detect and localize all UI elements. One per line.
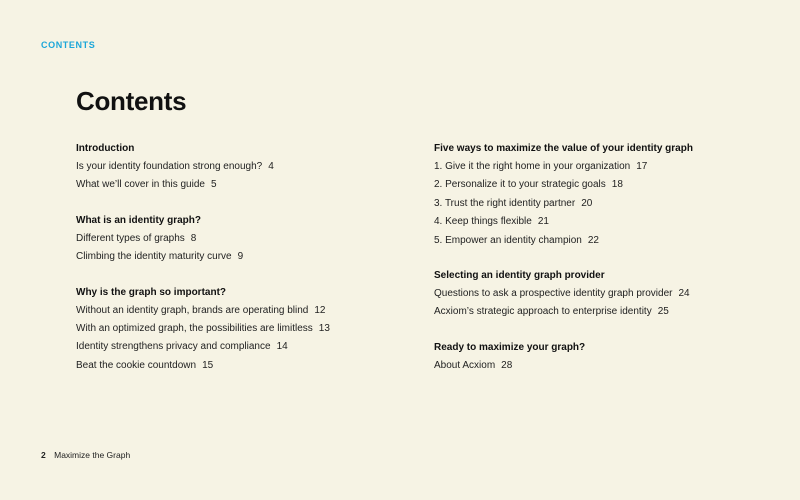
toc-entry-page-number: 17: [636, 161, 648, 172]
toc-entry[interactable]: [434, 303, 693, 321]
toc-entry-page-number: 9: [237, 251, 244, 263]
toc-entry-title: Without an identity graph, brands are operating blind: [76, 304, 309, 316]
toc-entry-title: About Acxiom: [434, 359, 496, 371]
toc-entry-page-number: 28: [501, 359, 513, 371]
toc-entry[interactable]: [434, 357, 693, 375]
toc-left-column: [76, 140, 330, 392]
toc-entry-title: Climbing the identity maturity curve: [76, 251, 232, 263]
toc-entry[interactable]: [434, 158, 693, 176]
toc-entry[interactable]: [434, 213, 693, 231]
toc-entry-title: 5. Empower an identity champion: [434, 234, 582, 246]
toc-entry-title: Identity strengthens privacy and compliance: [76, 341, 271, 353]
toc-section-heading[interactable]: What is an identity graph?: [76, 214, 202, 226]
toc-entry-title: Acxiom’s strategic approach to enterprise identity: [434, 306, 652, 318]
toc-entry-title: 3. Trust the right identity partner: [434, 197, 576, 209]
toc-section: [76, 212, 330, 267]
footer-page-number: 2: [41, 450, 46, 460]
toc-section-heading[interactable]: Introduction: [76, 143, 135, 154]
toc-entry[interactable]: [434, 285, 693, 303]
toc-entry[interactable]: [76, 176, 330, 194]
toc-section-heading[interactable]: Five ways to maximize the value of your identity graph: [434, 143, 693, 154]
page-title: Contents: [76, 86, 187, 116]
section-label: CONTENTS: [41, 40, 96, 50]
toc-entry-page-number: 12: [314, 304, 326, 316]
toc-entry[interactable]: [76, 338, 330, 356]
toc-entry[interactable]: [434, 232, 693, 250]
toc-entry-page-number: 18: [611, 179, 623, 191]
toc-entry-page-number: 22: [587, 234, 599, 246]
toc-entry[interactable]: [434, 176, 693, 194]
toc-entry-page-number: 15: [202, 359, 214, 371]
toc-entry-title: What we’ll cover in this guide: [76, 179, 205, 191]
toc-entry[interactable]: [76, 230, 330, 248]
toc-entry-title: 4. Keep things flexible: [434, 216, 532, 228]
page-footer: [41, 450, 130, 460]
toc-section: [434, 267, 693, 322]
toc-entry-page-number: 14: [276, 341, 288, 353]
toc-section: [434, 140, 693, 250]
toc-entry-title: With an optimized graph, the possibilities are limitless: [76, 323, 313, 335]
toc-section-heading[interactable]: Why is the graph so important?: [76, 286, 227, 298]
toc-entry-title: Questions to ask a prospective identity graph provider: [434, 288, 673, 300]
toc-entry-page-number: 20: [581, 197, 593, 209]
toc-entry-page-number: 13: [318, 323, 330, 335]
toc-section-heading[interactable]: Selecting an identity graph provider: [434, 270, 605, 282]
toc-entry-title: Different types of graphs: [76, 232, 185, 244]
toc-section: [76, 140, 330, 195]
toc-section-heading[interactable]: Ready to maximize your graph?: [434, 341, 586, 353]
toc-section: [76, 284, 330, 376]
toc-entry-page-number: 21: [537, 216, 549, 228]
toc-entry-title: Beat the cookie countdown: [76, 359, 197, 371]
toc-entry-page-number: 5: [210, 179, 217, 191]
toc-entry[interactable]: [434, 195, 693, 213]
toc-entry-page-number: 8: [190, 232, 197, 244]
footer-doc-title: Maximize the Graph: [54, 450, 131, 460]
toc-section: [434, 339, 693, 375]
toc-entry-title: 1. Give it the right home in your organization: [434, 161, 631, 172]
toc-entry-title: 2. Personalize it to your strategic goals: [434, 179, 606, 191]
toc-entry[interactable]: [76, 320, 330, 338]
toc-entry-page-number: 4: [268, 161, 274, 172]
toc-entry-title: Is your identity foundation strong enough?: [76, 161, 263, 172]
toc-entry-page-number: 25: [657, 306, 669, 318]
toc-entry[interactable]: [76, 248, 330, 266]
toc-right-column: [434, 140, 693, 392]
toc-entry-page-number: 24: [678, 288, 690, 300]
toc-entry[interactable]: [76, 158, 330, 176]
toc-entry[interactable]: [76, 357, 330, 375]
toc-entry[interactable]: [76, 302, 330, 320]
